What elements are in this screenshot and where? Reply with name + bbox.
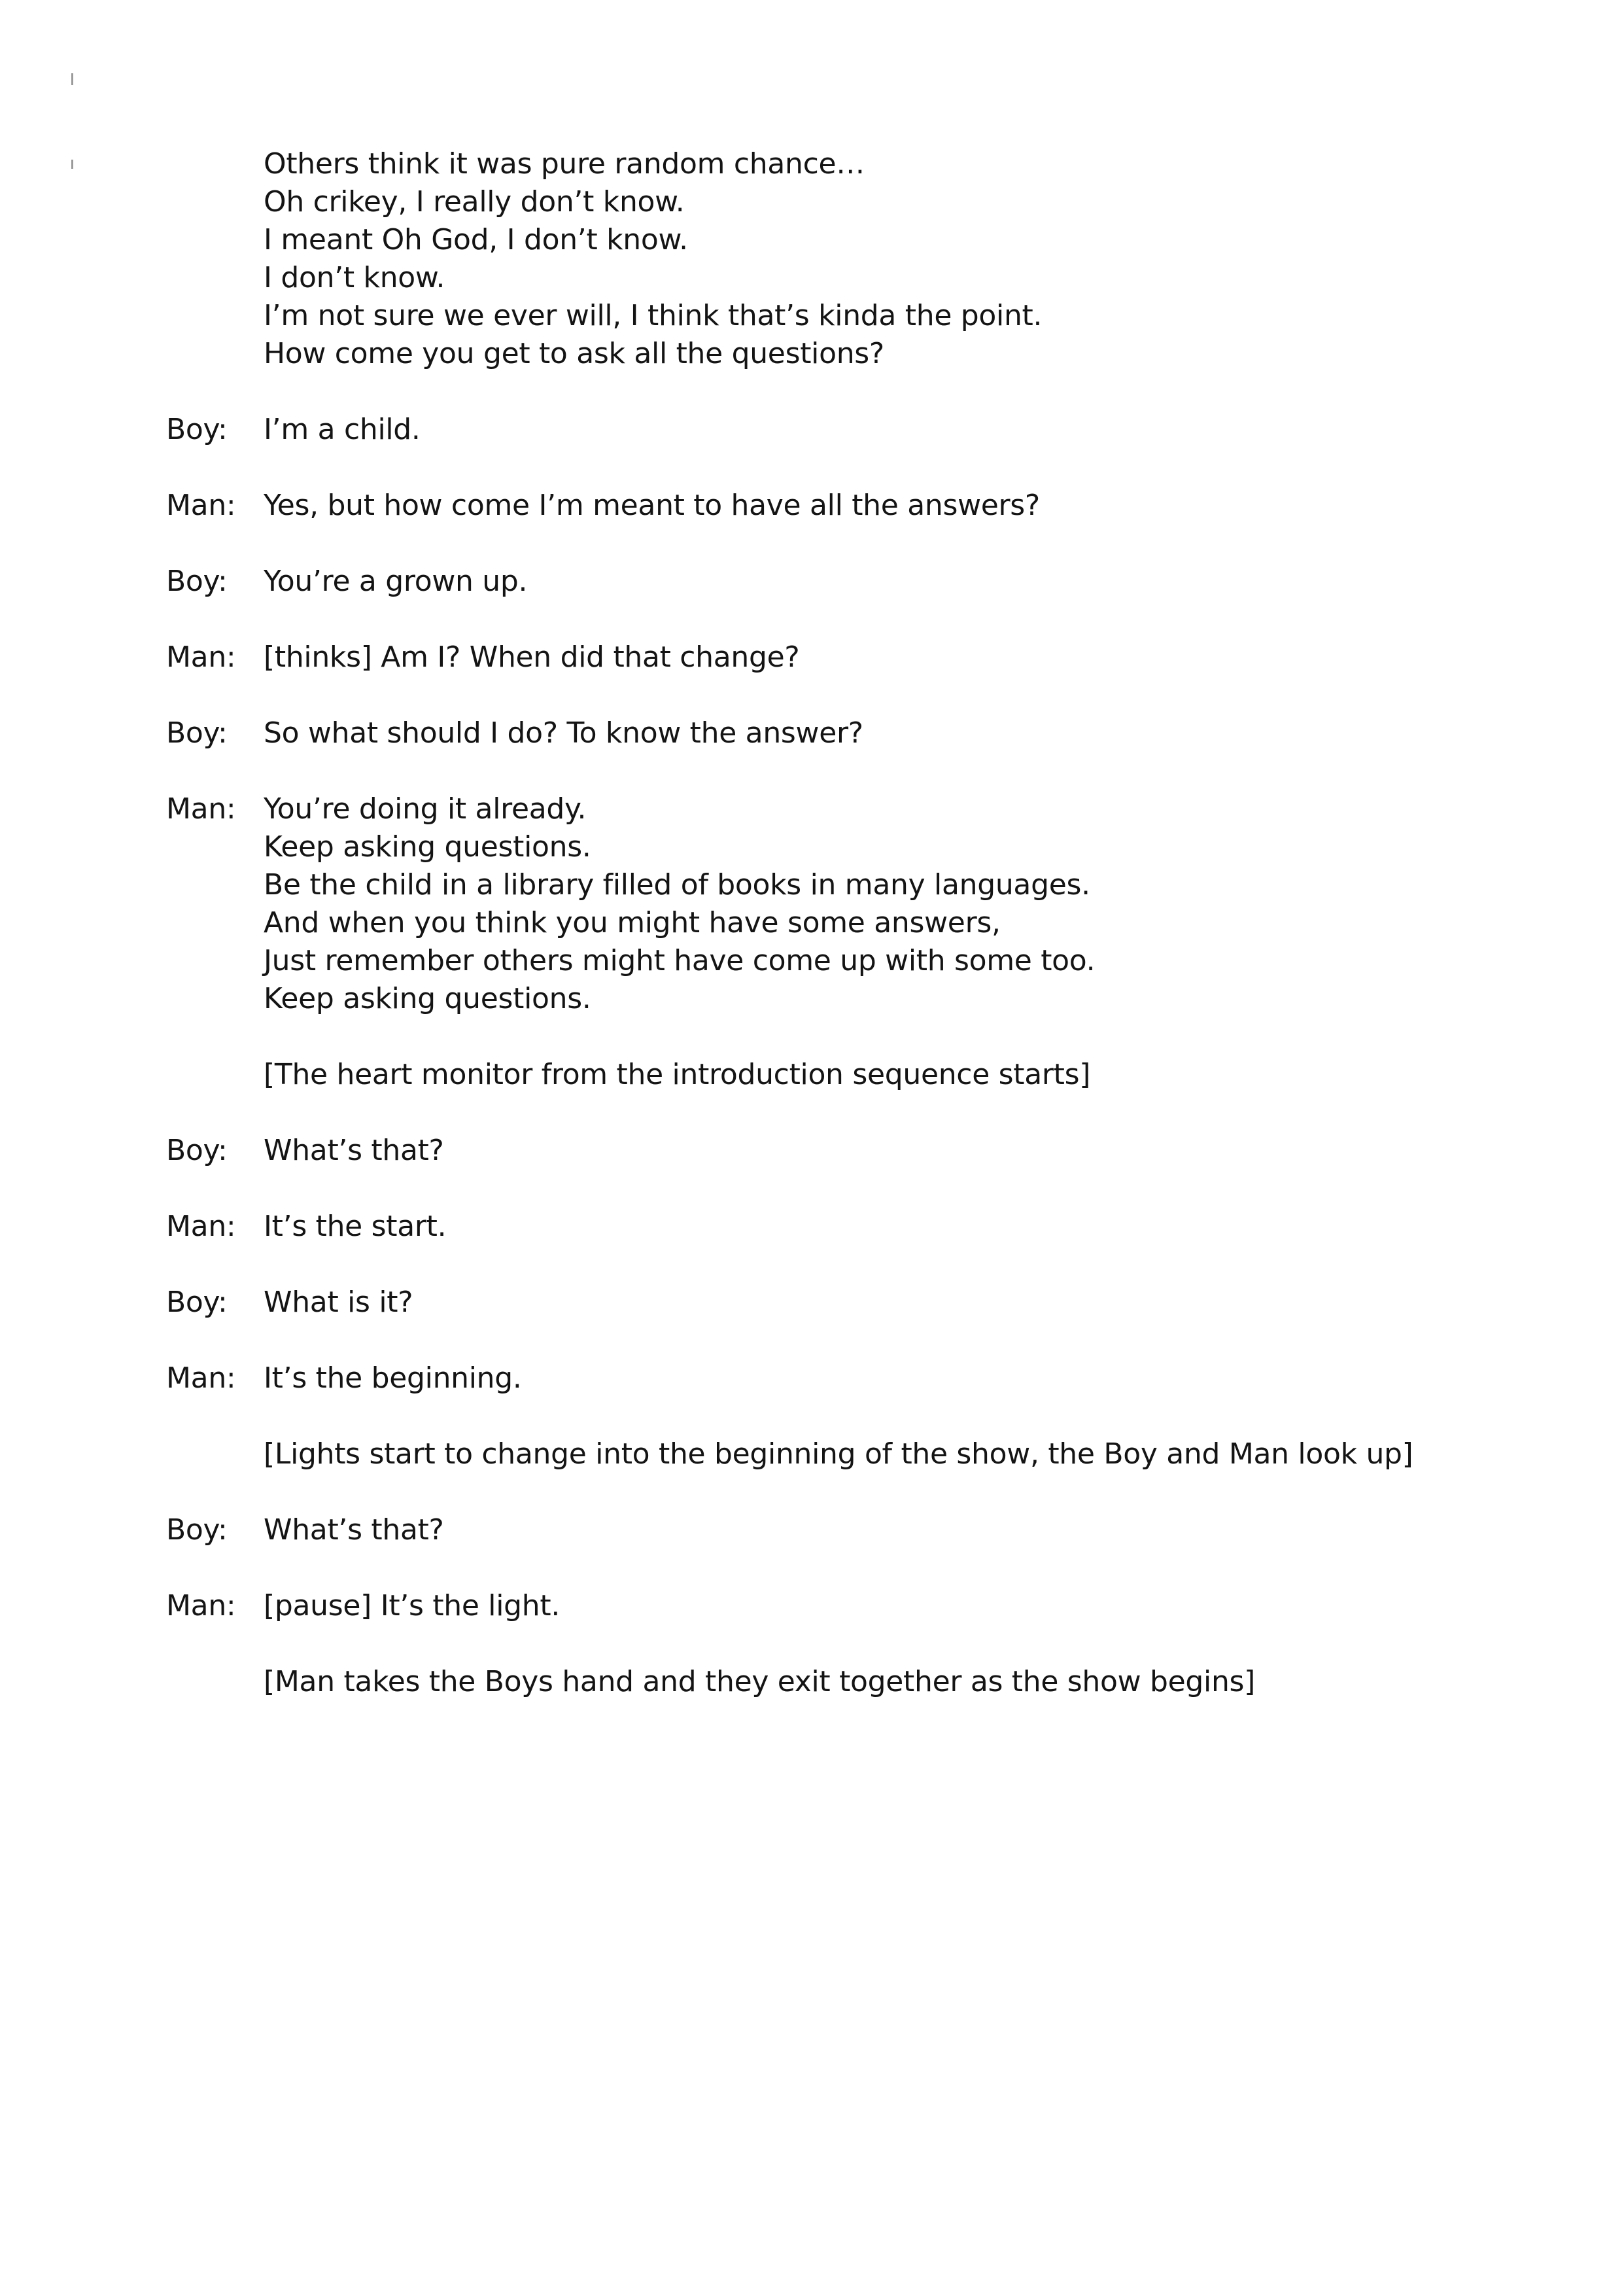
dialogue-block-man bbox=[0, 790, 1624, 828]
dialogue-block-man bbox=[0, 487, 1624, 525]
speaker-label: Man: bbox=[166, 1361, 236, 1395]
stage-direction-text: [The heart monitor from the introduction sequence starts] bbox=[264, 1058, 1091, 1091]
dialogue-line bbox=[0, 183, 1624, 221]
line-text: What is it? bbox=[264, 1286, 413, 1319]
speaker-label: Boy: bbox=[166, 1134, 228, 1167]
dialogue-block-boy bbox=[0, 714, 1624, 752]
stage-direction-text: [Man takes the Boys hand and they exit together as the show begins] bbox=[264, 1665, 1256, 1698]
line-text: What’s that? bbox=[264, 1134, 444, 1167]
dialogue-block-man bbox=[0, 1587, 1624, 1625]
dialogue-block-boy bbox=[0, 411, 1624, 449]
line-text: So what should I do? To know the answer? bbox=[264, 716, 863, 750]
line-text: I don’t know. bbox=[264, 261, 445, 294]
dialogue-line bbox=[0, 904, 1624, 942]
line-text: What’s that? bbox=[264, 1513, 444, 1547]
line-text: You’re doing it already. bbox=[264, 792, 587, 826]
dialogue-line bbox=[0, 297, 1624, 335]
speaker-label: Man: bbox=[166, 489, 236, 522]
stage-direction bbox=[0, 1663, 1624, 1701]
stage-direction-text: [Lights start to change into the beginning of the show, the Boy and Man look up] bbox=[264, 1437, 1413, 1471]
line-text: Keep asking questions. bbox=[264, 830, 591, 864]
speaker-label: Boy: bbox=[166, 413, 228, 446]
dialogue-block-boy bbox=[0, 1132, 1624, 1170]
dialogue-block-boy bbox=[0, 1284, 1624, 1322]
line-text: Yes, but how come I’m meant to have all the answers? bbox=[264, 489, 1040, 522]
dialogue-block-boy bbox=[0, 1511, 1624, 1549]
line-text: You’re a grown up. bbox=[264, 565, 528, 598]
line-text: I’m a child. bbox=[264, 413, 421, 446]
line-text: [thinks] Am I? When did that change? bbox=[264, 640, 800, 674]
dialogue-block-man bbox=[0, 1359, 1624, 1397]
dialogue-line bbox=[0, 942, 1624, 980]
line-text: I’m not sure we ever will, I think that’s kinda the point. bbox=[264, 299, 1043, 332]
speaker-label: Man: bbox=[166, 1589, 236, 1622]
line-text: And when you think you might have some answers, bbox=[264, 906, 1001, 939]
speaker-label: Man: bbox=[166, 1210, 236, 1243]
dialogue-line bbox=[0, 259, 1624, 297]
stage-direction bbox=[0, 1056, 1624, 1094]
speaker-label: Boy: bbox=[166, 716, 228, 750]
dialogue-line bbox=[0, 145, 1624, 183]
line-text: Just remember others might have come up with some too. bbox=[264, 944, 1096, 977]
speaker-label: Man: bbox=[166, 792, 236, 826]
line-text: Others think it was pure random chance… bbox=[264, 147, 865, 181]
line-text: Oh crikey, I really don’t know. bbox=[264, 185, 685, 219]
speaker-label: Man: bbox=[166, 640, 236, 674]
speaker-label: Boy: bbox=[166, 1286, 228, 1319]
dialogue-block-man bbox=[0, 1208, 1624, 1246]
dialogue-line bbox=[0, 828, 1624, 866]
stage-direction bbox=[0, 1435, 1624, 1473]
line-text: It’s the start. bbox=[264, 1210, 447, 1243]
line-text: Be the child in a library filled of books in many languages. bbox=[264, 868, 1090, 902]
dialogue-line bbox=[0, 221, 1624, 259]
dialogue-line bbox=[0, 335, 1624, 373]
dialogue-block-boy bbox=[0, 563, 1624, 601]
dialogue-line bbox=[0, 980, 1624, 1018]
speaker-label: Boy: bbox=[166, 565, 228, 598]
dialogue-block-man bbox=[0, 639, 1624, 676]
scan-mark bbox=[71, 73, 73, 85]
line-text: I meant Oh God, I don’t know. bbox=[264, 223, 688, 256]
line-text: How come you get to ask all the questions? bbox=[264, 337, 884, 370]
line-text: It’s the beginning. bbox=[264, 1361, 522, 1395]
dialogue-line bbox=[0, 866, 1624, 904]
line-text: [pause] It’s the light. bbox=[264, 1589, 561, 1622]
line-text: Keep asking questions. bbox=[264, 982, 591, 1015]
script-body bbox=[0, 145, 1624, 1701]
speaker-label: Boy: bbox=[166, 1513, 228, 1547]
